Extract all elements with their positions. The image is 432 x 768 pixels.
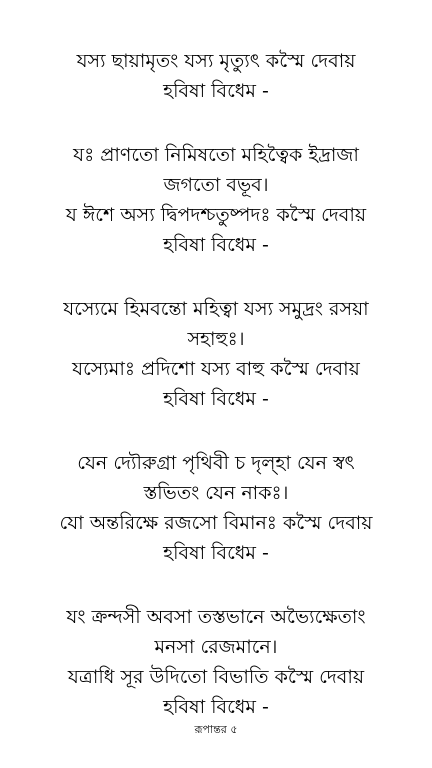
- verse-refrain: হবিষা বিধেম -: [163, 234, 269, 256]
- verse-line: সহাহুঃ।: [187, 328, 245, 350]
- verse-block: [16, 46, 416, 756]
- stanza-5: [16, 602, 416, 722]
- verse-line: স্তভিতং যেন নাকঃ।: [143, 482, 289, 504]
- verse-refrain: হবিষা বিধেম -: [163, 542, 269, 564]
- verse-line: য ঈশে অস্য দ্বিপদশ্চতুষ্পদঃ কস্মৈ দেবায়: [65, 204, 367, 226]
- verse-line: যত্রাধি সূর উদিতো বিভাতি কস্মৈ দেবায়: [67, 666, 365, 688]
- verse-line: যেন দ্যৌরুগ্রা পৃথিবী চ দৃল্হা যেন স্বৎ: [77, 452, 355, 474]
- verse-line: যস্য ছায়ামৃতং যস্য মৃত্যুৎ কস্মৈ দেবায়: [76, 50, 356, 72]
- page-footer: রূপান্তর ৫: [194, 723, 238, 736]
- stanza-2: [16, 140, 416, 260]
- verse-line: যং ক্রন্দসী অবসা তস্তভানে অভ্যৈক্ষেতাং: [66, 606, 366, 628]
- verse-line: যস্যেমাঃ প্রদিশো যস্য বাহু কস্মৈ দেবায়: [72, 358, 360, 380]
- verse-refrain: হবিষা বিধেম -: [163, 388, 269, 410]
- stanza-1: [16, 46, 416, 106]
- stanza-3: [16, 294, 416, 414]
- verse-line: যস্যেমে হিমবন্তো মহিত্বা যস্য সমুদ্রং রসয়া: [63, 298, 369, 320]
- stanza-4: [16, 448, 416, 568]
- verse-line: যো অন্তরিক্ষে রজসো বিমানঃ কস্মৈ দেবায়: [59, 512, 373, 534]
- verse-line: মনসা রেজমানে।: [154, 636, 278, 658]
- verse-refrain: হবিষা বিধেম -: [163, 696, 269, 718]
- verse-line: জগতো বভূব।: [163, 174, 269, 196]
- verse-refrain: হবিষা বিধেম -: [163, 80, 269, 102]
- verse-line: যঃ প্রাণতো নিমিষতো মহিত্বৈক ইদ্রাজা: [73, 144, 359, 166]
